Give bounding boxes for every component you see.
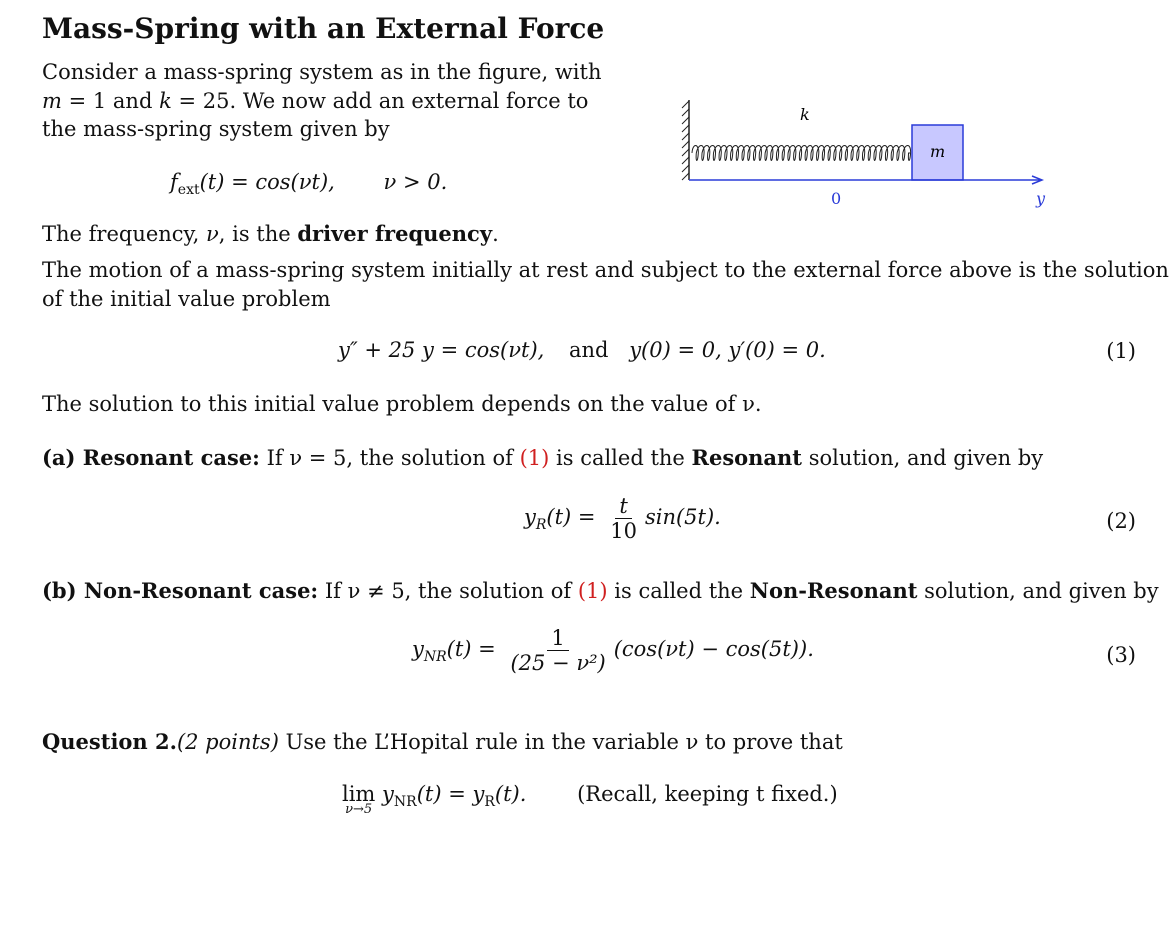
part-a-text: If ν = 5, the solution of [259, 446, 520, 470]
eq-ref-1[interactable]: (1) [519, 446, 550, 470]
part-b-text: is called the [607, 579, 750, 603]
limit-operator [342, 782, 375, 817]
limit-sub-nr: NR [393, 794, 417, 811]
intro-line-2 [42, 87, 602, 116]
eq2-rhs: sin(5t). [644, 505, 721, 529]
lim-text: lim [342, 782, 376, 806]
force-condition: ν > 0. [383, 170, 448, 194]
force-subscript: ext [177, 182, 200, 199]
equation-1 [338, 338, 826, 362]
spring [692, 146, 911, 161]
driver-frequency-line [42, 220, 499, 249]
equation-2 [524, 494, 721, 543]
nu-symbol: ν [205, 222, 219, 246]
intro-line-1: Consider a mass-spring system as in the figure, with [42, 60, 602, 84]
eq-ref-1[interactable]: (1) [577, 579, 608, 603]
spring-label: k [800, 105, 810, 124]
part-b-text: solution, and given by [917, 579, 1159, 603]
mass-spring-figure [680, 96, 1060, 211]
eq1-initial-conditions: y(0) = 0, y′(0) = 0. [629, 338, 826, 362]
equation-3 [412, 626, 814, 675]
eq3-fraction [506, 626, 609, 675]
part-b-label: (b) Non-Resonant case: [42, 578, 319, 603]
motion-line-2: of the initial value problem [42, 286, 331, 311]
question-text: Use the L’Hopital rule in the variable ν to prove that [278, 730, 843, 754]
origin-label: 0 [831, 189, 842, 208]
part-a-text: solution, and given by [802, 446, 1044, 470]
eq3-rhs: (cos(νt) − cos(5t)). [613, 637, 814, 661]
wall [682, 100, 689, 180]
equation-1-number: (1) [1106, 339, 1136, 363]
part-a-line [42, 444, 1043, 473]
spring-coil [692, 146, 911, 161]
eq3-mid: (t) = [446, 637, 496, 661]
axis-label: y [1036, 189, 1046, 208]
driver-text: , is the [218, 222, 298, 246]
eq2-numerator: t [615, 494, 631, 519]
eq2-y: y [524, 505, 536, 529]
eq2-denominator: 10 [610, 519, 637, 543]
force-equation [170, 170, 447, 198]
question-points: (2 points) [176, 730, 279, 754]
eq3-sub: NR [423, 649, 447, 666]
eq3-denominator: (25 − ν²) [510, 651, 606, 675]
part-b-bold: Non-Resonant [749, 578, 918, 603]
driver-text: The frequency, [42, 222, 206, 246]
eq3-y: y [412, 637, 424, 661]
eq2-sub: R [535, 517, 547, 534]
intro-line-3: the mass-spring system given by [42, 117, 390, 141]
var-m: m [42, 88, 62, 113]
limit-end: (t). [494, 782, 527, 806]
intro-paragraph [42, 58, 602, 144]
depends-line: The solution to this initial value problem depends on the value of ν. [42, 392, 762, 416]
mass-label: m [930, 142, 946, 161]
part-a-text: is called the [549, 446, 692, 470]
limit-y: y [382, 782, 394, 806]
var-k: k [159, 88, 172, 113]
equation-3-number: (3) [1106, 643, 1136, 667]
question-label: Question 2. [42, 729, 177, 754]
driver-bold: driver frequency [297, 221, 493, 246]
eq1-lhs: y″ + 25 y = cos(νt), [338, 338, 545, 362]
eq2-mid: (t) = [546, 505, 596, 529]
driver-text: . [492, 222, 499, 246]
limit-sub-r: R [484, 794, 495, 811]
page-title: Mass-Spring with an External Force [42, 12, 605, 45]
part-b-line [42, 577, 1159, 606]
part-b-text: If ν ≠ 5, the solution of [318, 579, 578, 603]
part-a-label: (a) Resonant case: [42, 445, 260, 470]
force-rhs: (t) = cos(νt), [199, 170, 335, 194]
force-symbol: f [170, 170, 178, 194]
motion-line-1: The motion of a mass-spring system initially at rest and subject to the external force above is the solution [42, 258, 1169, 282]
eq1-and: and [569, 338, 609, 362]
part-a-bold: Resonant [691, 445, 803, 470]
eq3-numerator: 1 [547, 626, 568, 651]
question-line [42, 728, 843, 757]
limit-mid: (t) = y [416, 782, 485, 806]
limit-note: (Recall, keeping t fixed.) [577, 782, 838, 806]
limit-equation [342, 782, 838, 817]
lim-subscript: ν→5 [345, 802, 373, 817]
equation-2-number: (2) [1106, 509, 1136, 533]
motion-paragraph [42, 256, 1169, 313]
intro-text: = 1 and [61, 88, 160, 113]
eq2-fraction [606, 494, 641, 543]
intro-text: = 25. We now add an external force to [171, 88, 589, 113]
